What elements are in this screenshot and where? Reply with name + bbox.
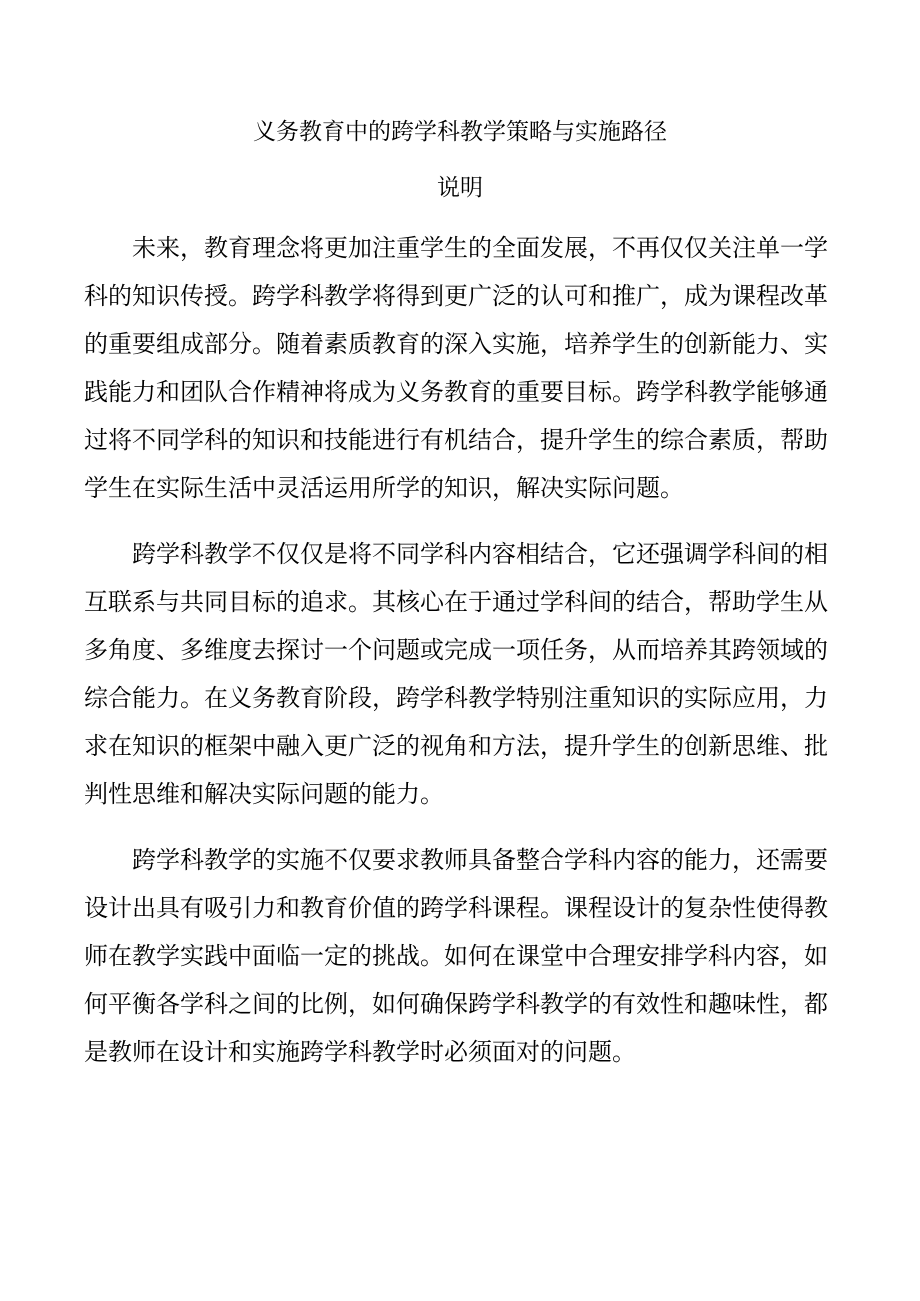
section-heading: 说明 <box>437 175 483 201</box>
document-body <box>84 224 828 1094</box>
document-title: 义务教育中的跨学科教学策略与实施路径 <box>253 119 667 145</box>
paragraph: 跨学科教学的实施不仅要求教师具备整合学科内容的能力，还需要设计出具有吸引力和教育价值的跨学科课程。课程设计的复杂性使得教师在教学实践中面临一定的挑战。如何在课堂中合理安排学科内容，如何平衡各学科之间的比例，如何确保跨学科教学的有效性和趣味性，都是教师在设计和实施跨学科教学时必须面对的问题。 <box>84 846 828 1066</box>
paragraph: 未来，教育理念将更加注重学生的全面发展，不再仅仅关注单一学科的知识传授。跨学科教学将得到更广泛的认可和推广，成为课程改革的重要组成部分。随着素质教育的深入实施，培养学生的创新能力、实践能力和团队合作精神将成为义务教育的重要目标。跨学科教学能够通过将不同学科的知识和技能进行有机结合，提升学生的综合素质，帮助学生在实际生活中灵活运用所学的知识，解决实际问题。 <box>84 234 828 502</box>
paragraph: 跨学科教学不仅仅是将不同学科内容相结合，它还强调学科间的相互联系与共同目标的追求。其核心在于通过学科间的结合，帮助学生从多角度、多维度去探讨一个问题或完成一项任务，从而培养其跨领域的综合能力。在义务教育阶段，跨学科教学特别注重知识的实际应用，力求在知识的框架中融入更广泛的视角和方法，提升学生的创新思维、批判性思维和解决实际问题的能力。 <box>84 540 828 808</box>
